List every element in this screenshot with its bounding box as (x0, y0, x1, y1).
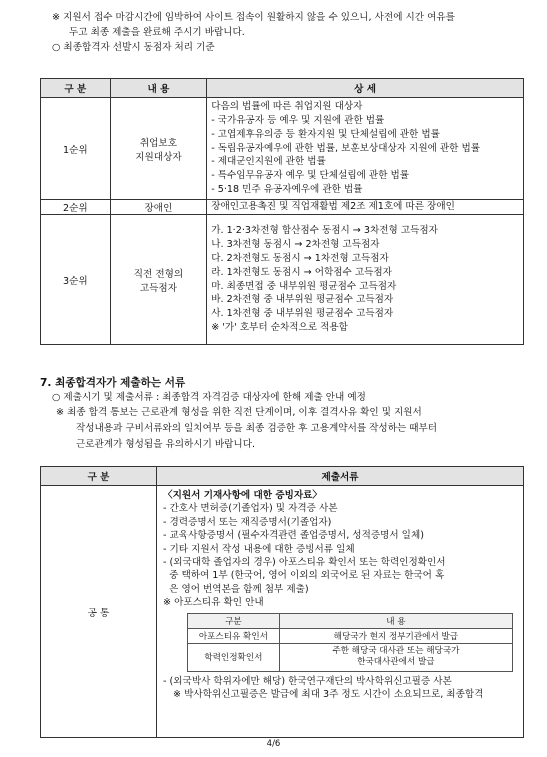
detail-line: ※ '가' 호부터 순차적으로 적용함 (211, 321, 348, 333)
evidence-heading: 〈지원서 기재사항에 대한 증빙자료〉 (163, 490, 322, 501)
table-row (41, 215, 524, 345)
table-row (41, 200, 524, 215)
tie-break-table (40, 78, 524, 345)
detail-line: - 국가유공자 등 예우 및 지원에 관한 법률 (211, 115, 385, 126)
rank-cell: 2순위 (41, 200, 111, 215)
detail-line: - 고엽제후유의증 등 환자지원 및 단체설립에 관한 법률 (211, 128, 440, 140)
detail-line: - 특수임무유공자 예우 및 단체설립에 관한 법률 (211, 170, 410, 182)
final-notice-line2: 작성내용과 구비서류와의 일치여부 등을 최종 검증한 후 고용계약서를 작성하는 때부터 (76, 423, 438, 434)
detail-line: 다음의 법률에 따른 취업지원 대상자 (211, 101, 363, 113)
tie-rule-bullet: ○ 최종합격자 선발시 동점자 처리 기준 (52, 42, 215, 53)
final-notice-line3: 근로관계가 형성됨을 유의하시기 바랍니다. (76, 439, 256, 450)
table-row (188, 628, 513, 643)
detail-line: 바. 2차전형 중 내부위원 평균점수 고득점자 (211, 294, 394, 306)
section-7-title: 7. 최종합격자가 제출하는 서류 (40, 377, 186, 389)
detail-line: 나. 3차전형 동점시 → 2차전형 고득점자 (211, 239, 380, 251)
deadline-note-line1: ※ 지원서 접수 마감시간에 임박하여 사이트 접속이 원활하지 않을 수 있으니, 사전에 시간 여유를 (52, 12, 455, 23)
detail-cell (207, 200, 524, 215)
document-item: - 경력증명서 또는 재직증명서(기졸업자) (163, 516, 332, 528)
header-detail: 상 세 (207, 79, 524, 98)
inner-header-content: 내 용 (279, 613, 512, 628)
document-item: - 간호사 면허증(기졸업자) 및 자격증 사본 (163, 503, 338, 515)
documents-cell (157, 486, 524, 738)
rank-cell: 3순위 (41, 215, 111, 345)
content-cell: 장애인 (110, 200, 207, 215)
inner-desc-cell: 해당국가 현지 정부기관에서 발급 (279, 628, 512, 643)
phd-note: ※ 박사학위신고필증은 발급에 최대 3주 정도 시간이 소요되므로, 최종합격 (173, 689, 484, 701)
table-row (188, 643, 513, 671)
tie-table-header (41, 79, 524, 98)
documents-table-header (41, 467, 524, 486)
document-item: - 교육사항증명서 (필수자격관련 졸업증명서, 성적증명서 일체) (163, 530, 424, 542)
rank-cell: 1순위 (41, 98, 111, 200)
detail-cell (207, 215, 524, 345)
apostille-note: ※ 아포스티유 확인 안내 (163, 597, 264, 609)
detail-line: 라. 1차전형도 동점시 → 어학점수 고득점자 (211, 266, 392, 278)
submission-bullet: ○ 제출시기 및 제출서류 : 최종합격 자격검증 대상자에 한해 제출 안내 예정 (52, 392, 366, 403)
detail-line: 장애인고용촉진 및 직업재활법 제2조 제1호에 따른 장애인 (211, 201, 455, 213)
content-line: 취업보호 (139, 137, 177, 149)
document-item: - (외국대학 졸업자의 경우) 아포스티유 확인서 또는 학력인정확인서 (163, 557, 446, 569)
final-notice-line1: ※ 최종 합격 통보는 근로관계 형성을 위한 직전 단계이며, 이후 결격사유 확인 및 지원서 (56, 407, 422, 418)
header-content: 내 용 (110, 79, 207, 98)
table-row (41, 486, 524, 738)
header-documents: 제출서류 (157, 467, 524, 486)
detail-line: 다. 2차전형도 동점시 → 1차전형 고득점자 (211, 252, 389, 264)
document-item: - 기타 지원서 작성 내용에 대한 증빙서류 일체 (163, 543, 355, 555)
content-line: 고득점자 (139, 282, 177, 294)
documents-table (40, 466, 524, 738)
apostille-table-header (188, 613, 513, 628)
inner-name-cell: 학력인정확인서 (188, 643, 280, 671)
apostille-table (187, 613, 513, 672)
inner-header-category: 구분 (188, 613, 280, 628)
detail-line: - 독립유공자예우에 관한 법률, 보훈보상대상자 지원에 관한 법률 (211, 142, 481, 154)
document-item: 중 택하여 1부 (한국어, 영어 이외의 외국어로 된 자료는 한국어 혹 (163, 570, 445, 582)
detail-line: 사. 1차전형 중 내부위원 평균점수 고득점자 (211, 308, 394, 320)
detail-cell (207, 98, 524, 200)
document-item: - (외국박사 학위자에만 해당) 한국연구재단의 박사학위신고필증 사본 (163, 675, 452, 687)
content-line: 직전 전형의 (133, 268, 184, 280)
detail-line: - 5·18 민주 유공자예우에 관한 법률 (211, 183, 363, 195)
header-category: 구 분 (41, 79, 111, 98)
table-row (41, 98, 524, 200)
category-cell: 공 통 (41, 486, 157, 738)
inner-desc-line: 한국대사관에서 발급 (357, 657, 435, 668)
content-line: 지원대상자 (135, 151, 182, 163)
content-cell (110, 98, 207, 200)
detail-line: 가. 1·2·3차전형 합산점수 동점시 → 3차전형 고득점자 (211, 225, 438, 237)
detail-line: 마. 최종면접 중 내부위원 평균점수 고득점자 (211, 280, 397, 292)
document-item: 은 영어 번역본을 함께 첨부 제출) (163, 583, 309, 595)
page-number: 4/6 (266, 739, 281, 749)
detail-line: - 제대군인지원에 관한 법률 (211, 156, 326, 168)
content-cell (110, 215, 207, 345)
inner-name-cell: 아포스티유 확인서 (188, 628, 280, 643)
deadline-note-line2: 두고 최종 제출을 완료해 주시기 바랍니다. (69, 27, 245, 38)
inner-desc-cell (279, 643, 512, 671)
inner-desc-line: 주한 해당국 대사관 또는 해당국가 (332, 646, 460, 657)
header-category: 구 분 (41, 467, 157, 486)
